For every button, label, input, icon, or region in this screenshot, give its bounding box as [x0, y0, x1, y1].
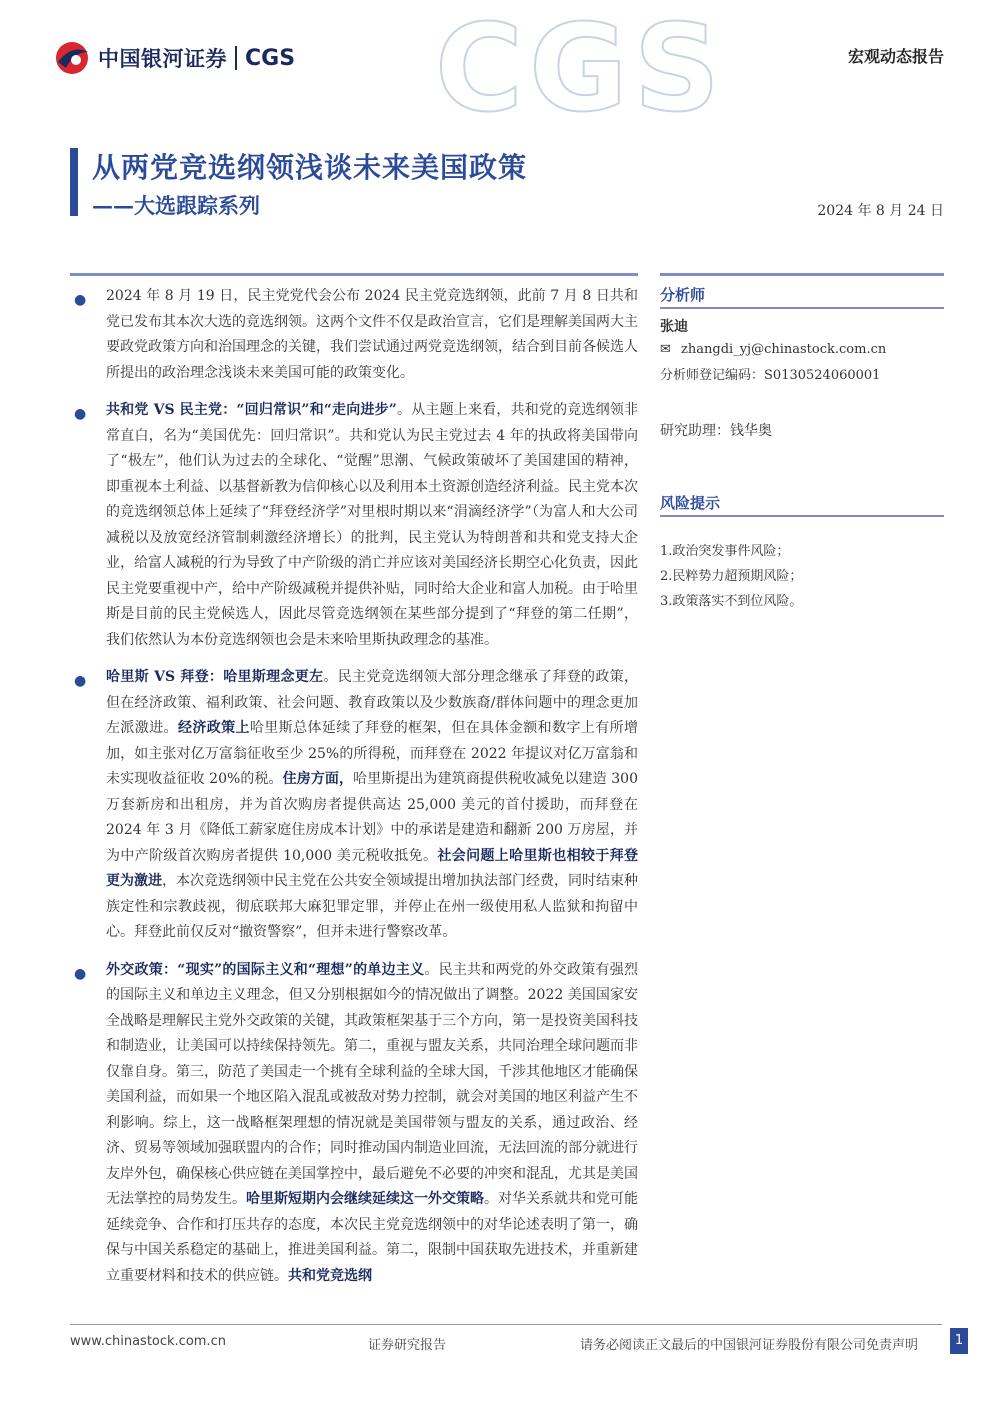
bullet-icon: ●: [74, 673, 87, 689]
page-title: 从两党竞选纲领浅谈未来美国政策: [92, 151, 528, 184]
logo-icon: [52, 38, 92, 78]
risk-heading: 风险提示: [660, 494, 721, 512]
analyst-reg-row: 分析师登记编码：S0130524060001: [660, 368, 881, 383]
page-subtitle: ——大选跟踪系列: [92, 193, 260, 218]
risk-item-2: 2.民粹势力超预期风险；: [660, 569, 803, 584]
bullet-icon: ●: [74, 965, 87, 982]
analyst-reg-no: S0130524060001: [764, 368, 881, 383]
brand-logo: [52, 38, 295, 78]
watermark: CGS: [435, 0, 726, 139]
sidebar-top-rule: [660, 273, 944, 276]
report-type: 宏观动态报告: [847, 47, 944, 66]
report-date: 2024 年 8 月 24 日: [817, 203, 944, 219]
bullet-icon: ●: [74, 406, 87, 422]
footer-label: 证券研究报告: [368, 1338, 447, 1353]
risk-item-1: 1.政治突发事件风险；: [660, 544, 790, 559]
footer-site-link[interactable]: www.chinastock.com.cn: [70, 1334, 226, 1349]
logo-divider: [235, 46, 237, 70]
logo-text: 中国银河证券: [98, 47, 227, 71]
risk-rule: [660, 515, 944, 517]
bullet-icon: ●: [74, 292, 87, 308]
logo-cgs: CGS: [245, 45, 296, 71]
paragraph-4: ● 外交政策：“现实”的国际主义和“理想”的单边主义。民主共和两党的外交政策有强烈的国际主义和单边主义理念，但又分别根据如今的情况做出了调整。2022 美国国家安全战略是理解民主党外交政策的关键，其政策框架基于三个方向，第一是投资美国科技和制造业，让美国可以持续保持领先。第二，重视与盟友关系，共同治理全球问题而非仅靠自身。第三，防范了美国走一个挑有全球利益的全球大国，千涉其他地区才能确保美国利益，而如果一个地区陷入混乱或被敌对势力控制，就会对美国的地区利益产生不利影响。综上，这一战略框架理想的情况就是美国带领与盟友的关系，通过政治、经济、贸易等领域加强联盟内的合作；同时推动国内制造业回流，无法回流的部分就进行友岸外包，确保核心供应链在美国掌控中，最后避免不必要的冲突和混乱，尤其是美国无法掌控的局势发生。哈里斯短期内会继续延续这一外交策略。对华关系就共和党可能延续竞争、合作和打压共存的态度，本次民主党竞选纲领中的对华论述表明了第一，确保与中国关系稳定的基础上，推进美国利益。第二，限制中国获取先进技术，并重新建立重要材料和技术的供应链。共和党竞选纲: [74, 961, 638, 1284]
title-accent-bar: [70, 148, 78, 216]
page-number: 1: [950, 1328, 968, 1354]
analyst-rule: [660, 307, 944, 309]
paragraph-1: ● 2024 年 8 月 19 日，民主党党代会公布 2024 民主党竞选纲领，此前 7 月 8 日共和党已发布其本次大选的竞选纲领。这两个文件不仅是政治宣言，它们是理解美国两大主要政党政策方向和治国理念的关键，我们尝试通过两党竞选纲领，结合到目前各候选人所提出的政治理念浅谈未来美国可能的政策变化。: [74, 288, 638, 381]
analyst-email-row: [660, 342, 944, 357]
mail-icon: ✉: [660, 342, 671, 357]
footer-disclaimer: 请务必阅读正文最后的中国银河证券股份有限公司免责声明: [580, 1338, 919, 1353]
body-top-rule: [70, 273, 638, 276]
paragraph-3: ● 哈里斯 VS 拜登：哈里斯理念更左。民主党竞选纲领大部分理念继承了拜登的政策，但在经济政策、福利政策、社会问题、教育政策以及少数族裔/群体问题中的理念更加左派激进。经济政策上哈里斯总体延续了拜登的框架，但在具体金额和数字上有所增加，如主张对亿万富翁征收至少 25%的所得税，而拜登在 2022 年提议对亿万富翁和未实现收益征收 20%的税。住房方面，哈里斯提出为建筑商提供税收减免以建造 300 万套新房和出租房，并为首次购房者提供高达 25,000 美元的首付援助，而拜登在 2024 年 3 月《降低工薪家庭住房成本计划》中的承诺是建造和翻新 200 万房屋，并为中产阶级首次购房者提供 10,000 美元税收抵免。社会问题上哈里斯也相较于拜登更为激进，本次竞选纲领中民主党在公共安全领域提出增加执法部门经费，同时结束种族定性和宗教歧视，彻底联邦大麻犯罪定罪，并停止在州一级使用私人监狱和拘留中心。拜登此前仅反对“撤资警察”，但并未进行警察改革。: [74, 669, 639, 940]
paragraph-2: ● 共和党 VS 民主党：“回归常识”和“走向进步”。从主题上来看，共和党的竞选纲领非常直白，名为“美国优先：回归常识”。共和党认为民主党过去 4 年的执政将美国带向了“极左”，他们认为过去的全球化、“觉醒”思潮、气候政策破坏了美国建国的精神，即重视本土利益、以基督新教为信仰核心以及利用本土资源创造经济利益。民主党本次的竞选纲领总体上延续了“拜登经济学”对里根时期以来“涓滴经济学”（为富人和大公司减税以及放宽经济管制刺激经济增长）的批判，民主党认为特朗普和共和党支持大企业，给富人减税的行为导致了中产阶级的消亡并应该对美国经济长期空心化负责，因此民主党要重视中产，给中产阶级减税并提供补贴，同时给大企业和富人加税。由于哈里斯是目前的民主党候选人，因此尽管竞选纲领在某些部分提到了“拜登的第二任期”，我们依然认为本份竞选纲领也会是未来哈里斯执政理念的基准。: [74, 402, 639, 648]
analyst-name: 张迪: [660, 319, 688, 335]
analyst-email[interactable]: zhangdi_yj@chinastock.com.cn: [681, 342, 887, 357]
main-body: [70, 284, 638, 1301]
risk-item-3: 3.政策落实不到位风险。: [660, 594, 803, 609]
research-assistant: 研究助理：钱华奥: [660, 423, 772, 439]
analyst-heading: 分析师: [660, 286, 706, 304]
footer-rule: [70, 1324, 942, 1325]
